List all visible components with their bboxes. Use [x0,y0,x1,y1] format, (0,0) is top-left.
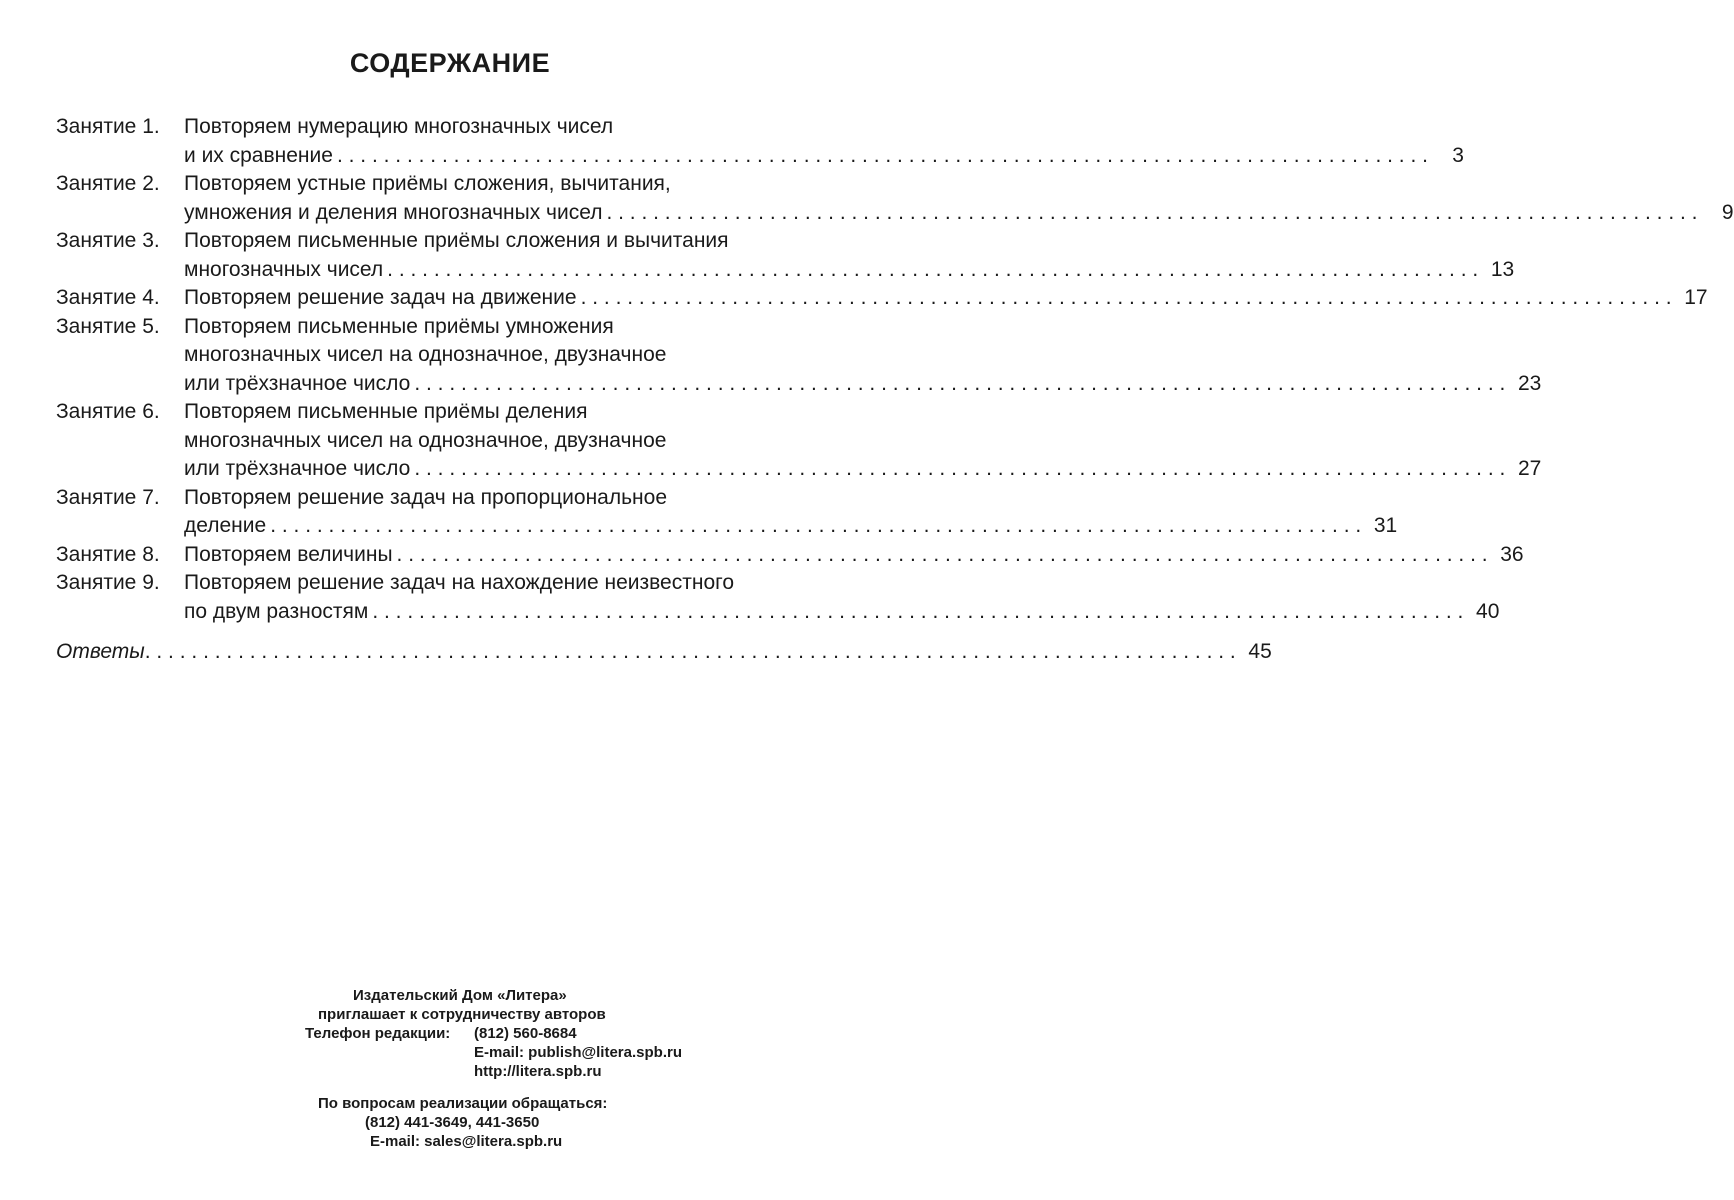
page-number: 23 [1518,371,1542,395]
lesson-title-line: и их сравнение [184,143,333,167]
editorial-email[interactable]: E-mail: publish@litera.spb.ru [474,1044,682,1061]
website-link[interactable]: http://litera.spb.ru [474,1063,602,1080]
lesson-title-last-line [184,598,1499,627]
toc-entry[interactable] [56,313,1542,399]
toc-entry[interactable] [56,541,1524,570]
toc-entry[interactable] [56,484,1398,541]
dot-leader [397,541,1488,570]
phone-label: Телефон редакции: [305,1025,451,1042]
lesson-title-line: Повторяем устные приёмы сложения, вычитания, [184,172,671,195]
lesson-number: Занятие 3. [56,229,160,252]
toc-entry[interactable] [56,227,1515,284]
lesson-title-line: Повторяем письменные приёмы умножения [184,314,614,338]
lesson-title [184,541,1524,570]
page-number: 45 [1248,640,1272,663]
answers-label: Ответы [56,640,145,663]
sales-label: По вопросам реализации обращаться: [318,1095,608,1112]
dot-leader [414,455,1505,484]
lesson-number: Занятие 9. [56,571,160,594]
lesson-number: Занятие 8. [56,542,160,566]
dot-leader [581,284,1672,313]
lesson-title-last-line [184,455,1541,484]
lesson-title-last-line [184,256,1514,285]
dot-leader [337,142,1428,171]
lesson-number: Занятие 1. [56,115,160,138]
lesson-title-line: Повторяем нумерацию многозначных чисел [184,115,614,138]
lesson-number: Занятие 5. [56,314,160,338]
lesson-title-line: или трёхзначное число [184,371,411,395]
lesson-title-last-line [184,142,1464,171]
lesson-title [184,569,1499,626]
lesson-title-line: Повторяем письменные приёмы сложения и вычитания [184,229,729,252]
lesson-number: Занятие 6. [56,400,160,423]
lesson-title-line: Повторяем решение задач на нахождение неизвестного [184,571,734,594]
dot-leader [145,638,1236,667]
lesson-title [184,227,1514,284]
toc-entry[interactable] [56,398,1542,484]
lesson-title-last-line [184,370,1541,399]
lesson-number: Занятие 7. [56,485,160,509]
publisher-invite: приглашает к сотрудничеству авторов [318,1006,606,1023]
page-title: СОДЕРЖАНИЕ [349,48,551,78]
lesson-title-last-line [184,199,1734,228]
toc-entry[interactable] [56,170,1734,227]
lesson-title [184,113,1464,170]
dot-leader [270,512,1361,541]
lesson-title-line: многозначных чисел на однозначное, двузначное [184,343,667,366]
page-number: 27 [1518,457,1542,480]
lesson-title-line: Повторяем решение задач на движение [184,286,577,309]
lesson-title [184,170,1734,227]
phone-number: (812) 560-8684 [474,1025,577,1042]
lesson-title [184,313,1541,399]
dot-leader [372,598,1463,627]
lesson-title-line: многозначных чисел [184,257,384,281]
sales-phone: (812) 441-3649, 441-3650 [365,1114,540,1131]
sales-email[interactable]: E-mail: sales@litera.spb.ru [370,1133,563,1150]
toc-entry[interactable] [56,113,1464,170]
lesson-title-line: умножения и деления многозначных чисел [184,200,603,224]
lesson-title-line: по двум разностям [184,599,369,623]
lesson-title-last-line [184,512,1397,541]
page-number: 3 [1452,143,1464,167]
dot-leader [387,256,1478,285]
lesson-title-last-line [184,541,1524,570]
dot-leader [606,199,1697,228]
lesson-title [184,284,1708,313]
publisher-name: Издательский Дом «Литера» [353,987,567,1004]
page-number: 13 [1490,257,1515,281]
page-number: 31 [1373,514,1398,537]
lesson-title-line: Повторяем письменные приёмы деления [184,400,588,423]
page-number: 40 [1476,599,1500,623]
page-number: 17 [1684,286,1708,309]
lesson-title [184,484,1397,541]
lesson-title [184,398,1541,484]
toc-entry[interactable] [56,284,1708,313]
toc-entry[interactable] [56,569,1500,626]
page-number: 9 [1721,200,1734,224]
lesson-title-line: многозначных чисел на однозначное, двузначное [184,428,667,452]
lesson-title-line: или трёхзначное число [184,457,411,480]
lesson-title-line: Повторяем решение задач на пропорциональное [184,485,668,509]
lesson-number: Занятие 2. [56,172,160,195]
toc-entry-answers[interactable] [56,638,1272,667]
page-number: 36 [1500,542,1524,566]
lesson-title-line: деление [184,514,267,537]
lesson-number: Занятие 4. [56,286,160,309]
table-of-contents [56,113,1734,667]
dot-leader [414,370,1505,399]
lesson-title-last-line [184,284,1708,313]
lesson-title-line: Повторяем величины [184,542,393,566]
